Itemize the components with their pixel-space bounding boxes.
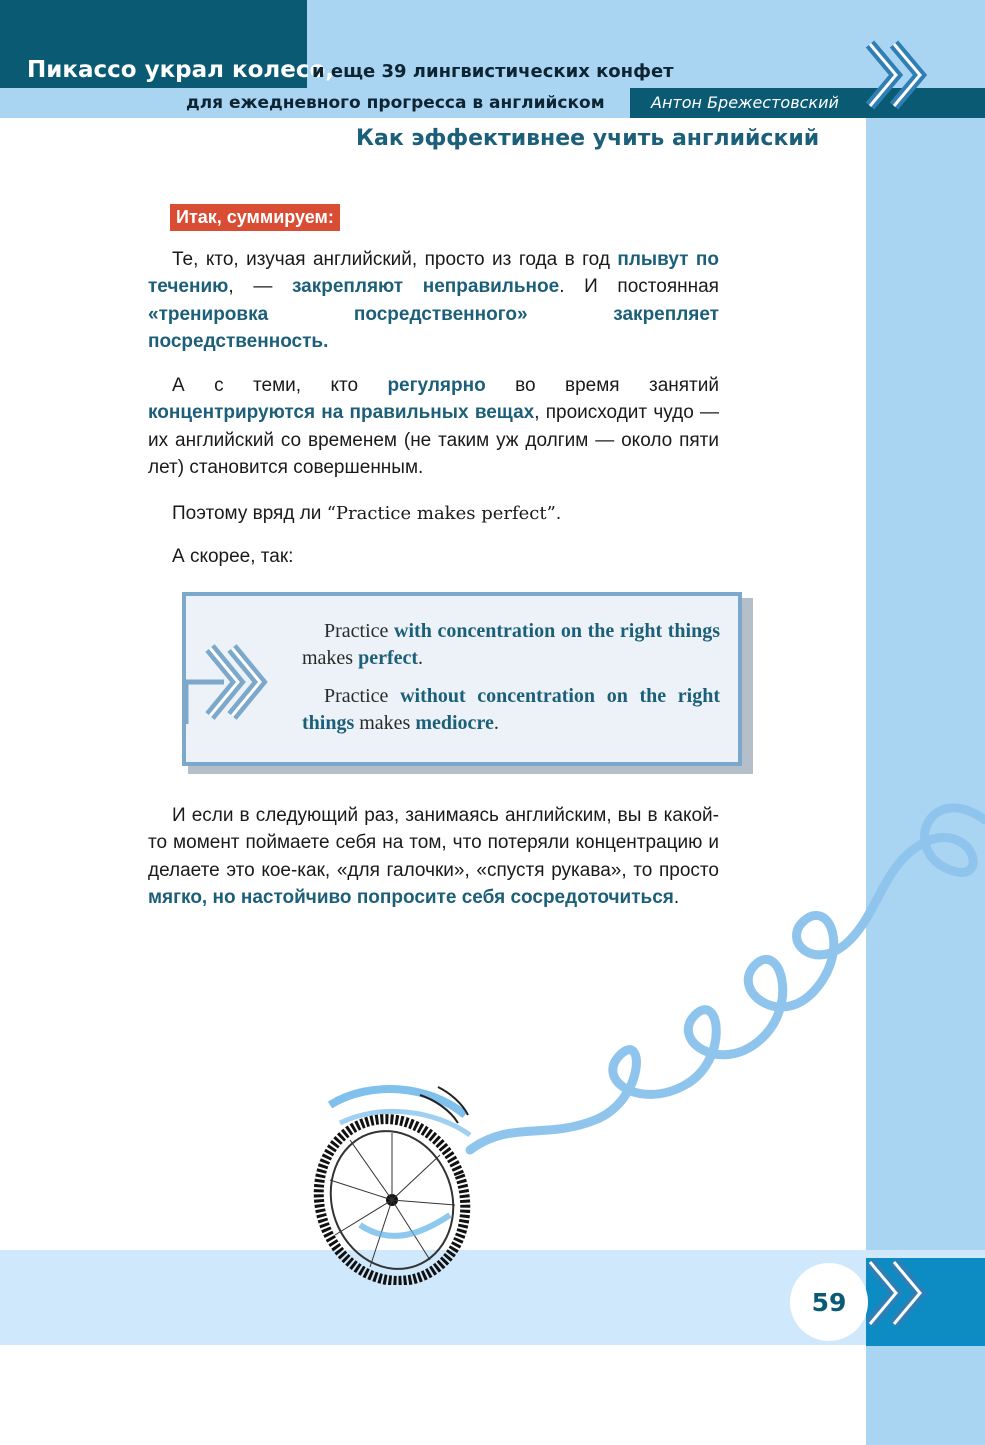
- right-margin-strip: [866, 0, 985, 1445]
- summary-label: Итак, суммируем:: [170, 204, 340, 231]
- book-subtitle: для ежедневного прогресса в английском: [186, 93, 605, 113]
- paragraph-4: А скорее, так:: [172, 546, 294, 567]
- swirl-line-illustration: [430, 790, 985, 1170]
- page-number: 59: [811, 1288, 847, 1317]
- author-name: Антон Брежестовский: [651, 93, 839, 112]
- section-title: Как эффективнее учить английский: [356, 126, 820, 151]
- paragraph-5: И если в следующий раз, занимаясь английским, вы в какой-то момент поймаете себя на том, что потеряли концентрацию и делаете это кое-как, «для галочки», «спустя рукава», то просто мягко, но настойчиво попросите себя сосредоточиться.: [148, 805, 719, 908]
- bicycle-wheel-illustration: [300, 1075, 490, 1285]
- quote-line-1: Practice with concentration on the right things makes perfect.: [302, 620, 720, 669]
- paragraph-1: Те, кто, изучая английский, просто из года в год плывут по течению, — закрепляют неправильное. И постоянная «тренировка посредственного» закрепляет посредственность.: [148, 249, 719, 352]
- book-title: Пикассо украл колесо,: [27, 57, 335, 83]
- quote-chevron-icon: [176, 640, 271, 724]
- double-chevron-icon: [862, 1256, 932, 1330]
- quote-line-2: Practice without concentration on the right things makes mediocre.: [302, 685, 720, 734]
- book-title-continuation: и еще 39 лингвистических конфет: [312, 61, 674, 82]
- paragraph-2: А с теми, кто регулярно во время занятий концентрируются на правильных вещах, происходит чудо — их английский со временем (не таким уж долгим — около пяти лет) становится совершенным.: [148, 375, 719, 478]
- double-chevron-icon: [862, 38, 932, 112]
- paragraph-3: Поэтому вряд ли “Practice makes perfect”.: [172, 503, 562, 524]
